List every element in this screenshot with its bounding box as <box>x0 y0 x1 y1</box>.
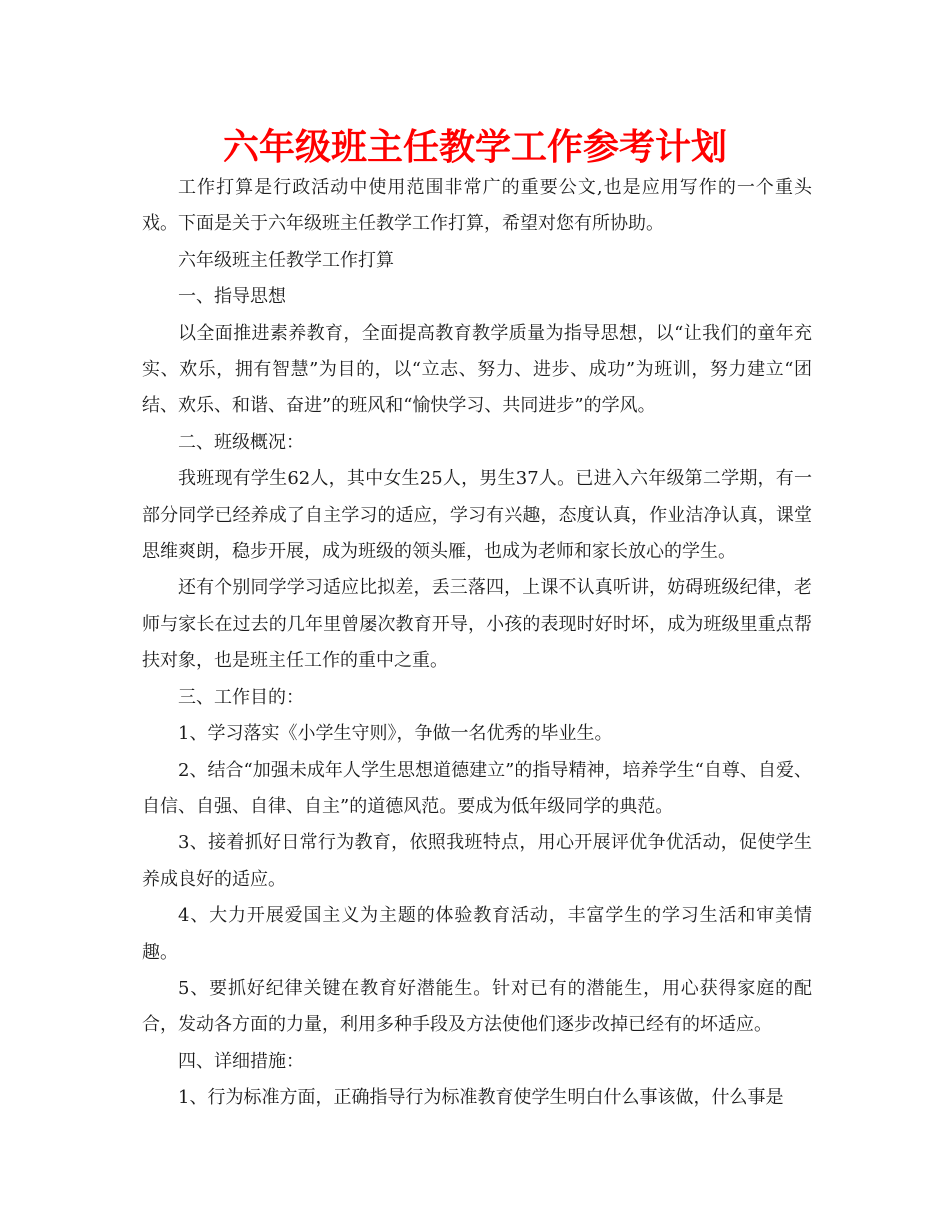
document-body <box>142 170 812 1117</box>
list-item-goal-4: 4、大力开展爱国主义为主题的体验教育活动，丰富学生的学习生活和审美情趣。 <box>142 905 812 963</box>
section-heading-class-overview: 二、班级概况： <box>178 431 304 453</box>
list-item-goal-3: 3、接着抓好日常行为教育，依照我班特点，用心开展评优争优活动，促使学生养成良好的适应。 <box>142 832 812 890</box>
section-heading-guiding-idea: 一、指导思想 <box>178 286 286 308</box>
paragraph-intro: 工作打算是行政活动中使用范围非常广的重要公文,也是应用写作的一个重头戏。下面是关于六年级班主任教学工作打算，希望对您有所协助。 <box>142 177 812 235</box>
paragraph-class-overview-2: 还有个别同学学习适应比拟差，丢三落四，上课不认真听讲，妨碍班级纪律，老师与家长在过去的几年里曾屡次教育开导，小孩的表现时好时坏，成为班级里重点帮扶对象，也是班主任工作的重中之重。 <box>142 577 812 672</box>
list-item-goal-2: 2、结合“加强未成年人学生思想道德建立”的指导精神，培养学生“自尊、自爱、自信、自强、自律、自主”的道德风范。要成为低年级同学的典范。 <box>142 759 812 817</box>
section-heading-goals: 三、工作目的： <box>178 686 304 708</box>
paragraph-subtitle: 六年级班主任教学工作打算 <box>178 249 394 271</box>
list-item-measure-1: 1、行为标准方面，正确指导行为标准教育使学生明白什么事该做，什么事是 <box>178 1087 784 1109</box>
list-item-goal-1: 1、学习落实《小学生守则》，争做一名优秀的毕业生。 <box>178 723 613 745</box>
paragraph-class-overview-1: 我班现有学生62人，其中女生25人，男生37人。已进入六年级第二学期，有一部分同学已经养成了自主学习的适应，学习有兴趣，态度认真，作业洁净认真，课堂思维爽朗，稳步开展，成为班级的领头雁，也成为老师和家长放心的学生。 <box>142 468 812 563</box>
list-item-goal-5: 5、要抓好纪律关键在教育好潜能生。针对已有的潜能生，用心获得家庭的配合，发动各方面的力量，利用多种手段及方法使他们逐步改掉已经有的坏适应。 <box>142 977 812 1036</box>
section-heading-measures: 四、详细措施： <box>178 1050 304 1072</box>
document-title: 六年级班主任教学工作参考计划 <box>222 127 727 168</box>
paragraph-guiding-idea: 以全面推进素养教育，全面提高教育教学质量为指导思想，以“让我们的童年充实、欢乐，拥有智慧”为目的，以“立志、努力、进步、成功”为班训，努力建立“团结、欢乐、和谐、奋进”的班风和“愉快学习、共同进步”的学风。 <box>142 322 812 417</box>
